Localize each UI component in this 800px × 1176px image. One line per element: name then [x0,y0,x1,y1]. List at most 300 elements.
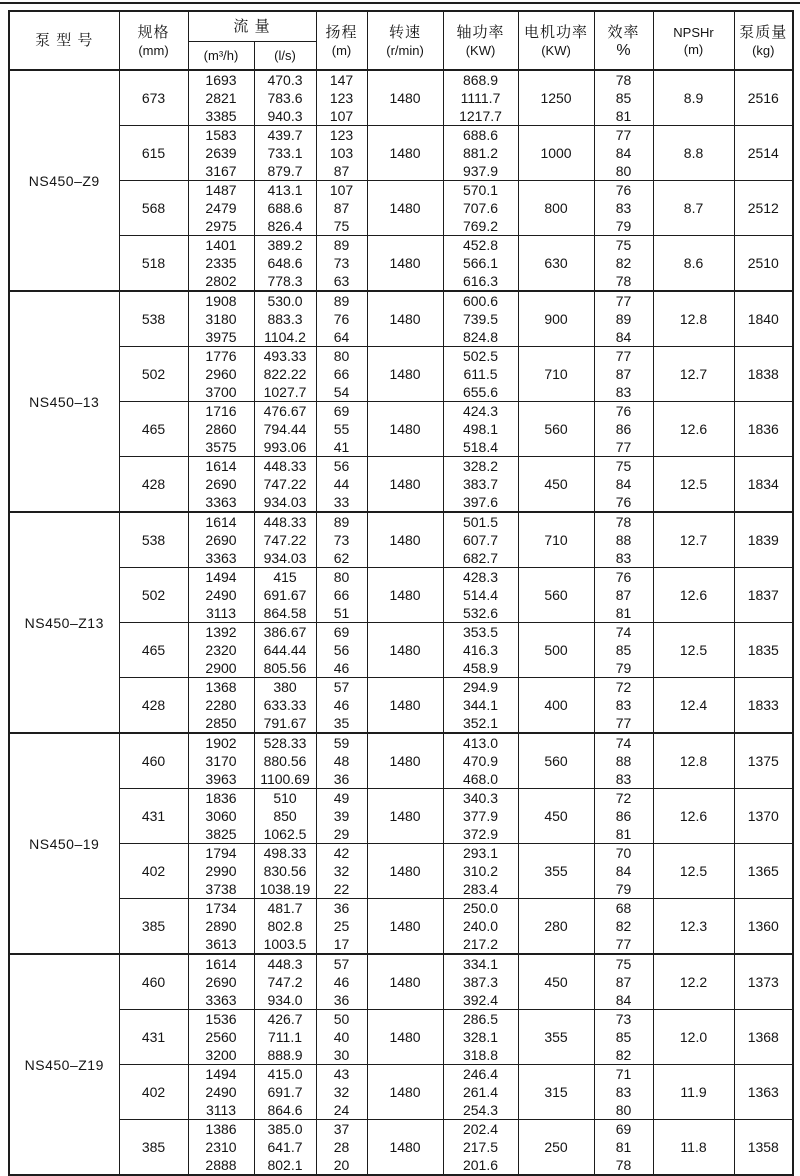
value-line: 1386 [205,1121,237,1137]
header-speed-label: 转速 [389,23,422,41]
head-cell [316,457,367,513]
value-line: 29 [333,826,350,842]
speed-cell: 1480 [367,954,443,1010]
header-speed [367,11,443,70]
value-line: 1401 [205,237,237,253]
value-line: 39 [333,808,350,824]
value-line: 1003.5 [263,936,307,952]
spec-cell: 538 [119,291,188,347]
spec-cell: 502 [119,347,188,402]
value-line: 2888 [205,1157,237,1173]
head-cell [316,70,367,126]
npshr-cell: 12.0 [653,1010,734,1065]
speed-cell: 1480 [367,568,443,623]
value-line: 74 [615,735,632,751]
value-line: 83 [615,550,632,566]
npshr-cell: 11.8 [653,1120,734,1176]
value-line: 794.44 [263,421,307,437]
flow-ls-cell [254,844,316,899]
value-line: 413.1 [267,182,303,198]
spec-row [9,844,793,899]
value-line: 607.7 [462,532,499,548]
efficiency-cell [594,236,653,292]
flow-ls-cell [254,568,316,623]
value-line: 3363 [205,992,237,1008]
efficiency-cell [594,291,653,347]
efficiency-cell [594,899,653,955]
value-line: 641.7 [267,1139,303,1155]
value-line: 3170 [205,753,237,769]
value-line: 2490 [205,587,237,603]
value-line: 3825 [205,826,237,842]
mass-cell: 1365 [734,844,793,899]
head-cell [316,1010,367,1065]
value-line: 747.22 [263,476,307,492]
value-line: 1536 [205,1011,237,1027]
value-line: 33 [333,494,350,510]
value-line: 1908 [205,293,237,309]
value-line: 82 [615,1047,632,1063]
value-line: 1487 [205,182,237,198]
header-npshr [653,11,734,70]
value-line: 481.7 [267,900,303,916]
value-line: 46 [333,660,350,676]
value-line: 54 [333,384,350,400]
motor-power-cell: 630 [518,236,594,292]
value-line: 3113 [205,1102,237,1118]
motor-power-cell: 900 [518,291,594,347]
value-line: 498.33 [263,845,307,861]
value-line: 1027.7 [263,384,307,400]
header-flow-m3h [188,42,254,71]
value-line: 76 [615,182,632,198]
value-line: 707.6 [462,200,499,216]
value-line: 107 [329,182,354,198]
shaft-power-cell [443,512,518,568]
header-npshr-label: NPSHr [673,24,714,40]
npshr-cell: 8.8 [653,126,734,181]
value-line: 940.3 [267,108,303,124]
spec-row [9,70,793,126]
value-line: 648.6 [267,255,303,271]
flow-ls-cell [254,512,316,568]
flow-ls-cell [254,402,316,457]
value-line: 868.9 [462,72,499,88]
shaft-power-cell [443,1120,518,1176]
value-line: 76 [615,494,632,510]
value-line: 254.3 [462,1102,499,1118]
speed-cell: 1480 [367,1120,443,1176]
motor-power-cell: 710 [518,347,594,402]
flow-m3h-cell [188,954,254,1010]
value-line: 3060 [205,808,237,824]
value-line: 993.06 [263,439,307,455]
value-line: 493.33 [263,348,307,364]
value-line: 747.22 [263,532,307,548]
value-line: 3363 [205,494,237,510]
mass-cell: 2514 [734,126,793,181]
value-line: 25 [333,918,350,934]
motor-power-cell: 560 [518,402,594,457]
value-line: 470.3 [267,72,303,88]
value-line: 3963 [205,771,237,787]
head-cell [316,789,367,844]
spec-row [9,954,793,1010]
flow-ls-cell [254,236,316,292]
value-line: 36 [333,992,350,1008]
flow-m3h-cell [188,291,254,347]
value-line: 600.6 [462,293,499,309]
header-efficiency-unit: % [616,41,631,59]
flow-m3h-cell [188,126,254,181]
flow-ls-cell [254,347,316,402]
value-line: 805.56 [263,660,307,676]
value-line: 616.3 [462,273,499,289]
value-line: 84 [615,863,632,879]
value-line: 2690 [205,476,237,492]
mass-cell: 1834 [734,457,793,513]
shaft-power-cell [443,126,518,181]
value-line: 1217.7 [459,108,502,124]
value-line: 86 [615,421,632,437]
shaft-power-cell [443,181,518,236]
value-line: 802.8 [267,918,303,934]
value-line: 76 [615,569,632,585]
header-model [9,11,119,70]
head-cell [316,844,367,899]
value-line: 2860 [205,421,237,437]
speed-cell: 1480 [367,733,443,789]
value-line: 78 [615,273,632,289]
value-line: 103 [329,145,354,161]
value-line: 1100.69 [260,771,310,787]
value-line: 246.4 [462,1066,499,1082]
shaft-power-cell [443,844,518,899]
motor-power-cell: 400 [518,678,594,734]
value-line: 1494 [205,1066,237,1082]
value-line: 75 [615,956,632,972]
value-line: 476.67 [263,403,307,419]
value-line: 83 [615,384,632,400]
value-line: 84 [615,329,632,345]
flow-ls-cell [254,1010,316,1065]
header-head [316,11,367,70]
header-motor-power-label: 电机功率 [524,23,589,41]
value-line: 566.1 [462,255,499,271]
value-line: 56 [333,458,350,474]
value-line: 830.56 [263,863,307,879]
value-line: 42 [333,845,350,861]
efficiency-cell [594,512,653,568]
value-line: 85 [615,1029,632,1045]
value-line: 2690 [205,974,237,990]
value-line: 888.9 [267,1047,303,1063]
value-line: 37 [333,1121,350,1137]
npshr-cell: 12.8 [653,733,734,789]
head-cell [316,623,367,678]
shaft-power-cell [443,457,518,513]
motor-power-cell: 355 [518,1010,594,1065]
value-line: 46 [333,974,350,990]
efficiency-cell [594,457,653,513]
flow-ls-cell [254,457,316,513]
npshr-cell: 12.6 [653,789,734,844]
speed-cell: 1480 [367,623,443,678]
value-line: 84 [615,476,632,492]
model-cell: NS450–Z9 [9,70,119,291]
npshr-cell: 12.6 [653,402,734,457]
value-line: 85 [615,642,632,658]
npshr-cell: 12.3 [653,899,734,955]
value-line: 77 [615,715,632,731]
efficiency-cell [594,733,653,789]
value-line: 2560 [205,1029,237,1045]
motor-power-cell: 450 [518,954,594,1010]
value-line: 413.0 [462,735,499,751]
spec-row [9,733,793,789]
shaft-power-cell [443,1065,518,1120]
value-line: 82 [615,918,632,934]
header-flow-ls-unit: (l/s) [274,48,296,63]
header-shaft-power [443,11,518,70]
value-line: 1836 [205,790,237,806]
value-line: 385.0 [267,1121,303,1137]
value-line: 50 [333,1011,350,1027]
spec-cell: 502 [119,568,188,623]
value-line: 89 [333,514,350,530]
value-line: 769.2 [462,218,499,234]
value-line: 76 [333,311,350,327]
flow-m3h-cell [188,733,254,789]
value-line: 24 [333,1102,350,1118]
efficiency-cell [594,347,653,402]
value-line: 77 [615,127,632,143]
value-line: 733.1 [267,145,303,161]
pump-spec-table [8,10,794,1176]
mass-cell: 1840 [734,291,793,347]
value-line: 28 [333,1139,350,1155]
spec-row [9,678,793,734]
value-line: 22 [333,881,350,897]
value-line: 783.6 [267,90,303,106]
value-line: 72 [615,790,632,806]
value-line: 72 [615,679,632,695]
value-line: 415.0 [267,1066,303,1082]
mass-cell: 1363 [734,1065,793,1120]
value-line: 63 [333,273,350,289]
shaft-power-cell [443,954,518,1010]
value-line: 934.0 [267,992,303,1008]
value-line: 528.33 [263,735,307,751]
mass-cell: 2512 [734,181,793,236]
value-line: 386.67 [263,624,307,640]
header-motor-power-unit: (KW) [541,42,571,58]
value-line: 217.5 [462,1139,499,1155]
flow-m3h-cell [188,1010,254,1065]
model-cell: NS450–Z13 [9,512,119,733]
flow-ls-cell [254,126,316,181]
npshr-cell: 12.6 [653,568,734,623]
value-line: 81 [615,1139,632,1155]
value-line: 1038.19 [259,881,311,897]
value-line: 880.56 [263,753,307,769]
value-line: 73 [333,532,350,548]
value-line: 826.4 [267,218,303,234]
header-flow-label: 流 量 [233,18,271,35]
head-cell [316,954,367,1010]
spec-cell: 402 [119,844,188,899]
flow-ls-cell [254,1065,316,1120]
value-line: 688.6 [462,127,499,143]
table-body [9,70,793,1175]
value-line: 64 [333,329,350,345]
value-line: 293.1 [462,845,499,861]
spec-row [9,1120,793,1176]
efficiency-cell [594,1120,653,1176]
npshr-cell: 12.2 [653,954,734,1010]
value-line: 43 [333,1066,350,1082]
flow-m3h-cell [188,181,254,236]
spec-cell: 465 [119,402,188,457]
value-line: 688.6 [267,200,303,216]
flow-ls-cell [254,623,316,678]
speed-cell: 1480 [367,402,443,457]
value-line: 691.7 [267,1084,303,1100]
value-line: 514.4 [462,587,499,603]
shaft-power-cell [443,623,518,678]
mass-cell: 1370 [734,789,793,844]
npshr-cell: 8.7 [653,181,734,236]
value-line: 41 [333,439,350,455]
flow-m3h-cell [188,678,254,734]
spec-row [9,899,793,955]
value-line: 66 [333,587,350,603]
value-line: 69 [333,624,350,640]
speed-cell: 1480 [367,678,443,734]
value-line: 655.6 [462,384,499,400]
header-npshr-unit: (m) [683,41,704,57]
value-line: 1392 [205,624,237,640]
npshr-cell: 12.8 [653,291,734,347]
value-line: 88 [615,532,632,548]
value-line: 416.3 [462,642,499,658]
efficiency-cell [594,678,653,734]
header-spec [119,11,188,70]
value-line: 937.9 [462,163,499,179]
flow-ls-cell [254,181,316,236]
npshr-cell: 12.5 [653,844,734,899]
value-line: 739.5 [462,311,499,327]
speed-cell: 1480 [367,789,443,844]
value-line: 70 [615,845,632,861]
header-shaft-power-unit: (KW) [465,42,496,58]
header-model-label: 泵 型 号 [35,32,94,49]
value-line: 30 [333,1047,350,1063]
value-line: 2690 [205,532,237,548]
motor-power-cell: 710 [518,512,594,568]
value-line: 3575 [205,439,237,455]
header-mass [734,11,793,70]
value-line: 633.33 [263,697,307,713]
speed-cell: 1480 [367,347,443,402]
head-cell [316,512,367,568]
flow-m3h-cell [188,1065,254,1120]
value-line: 3113 [205,605,237,621]
mass-cell: 1358 [734,1120,793,1176]
efficiency-cell [594,1010,653,1065]
value-line: 334.1 [462,956,499,972]
mass-cell: 1373 [734,954,793,1010]
value-line: 77 [615,348,632,364]
flow-ls-cell [254,789,316,844]
value-line: 570.1 [462,182,499,198]
npshr-cell: 12.7 [653,347,734,402]
value-line: 87 [615,366,632,382]
value-line: 934.03 [263,494,307,510]
flow-m3h-cell [188,789,254,844]
model-cell: NS450–Z19 [9,954,119,1175]
value-line: 502.5 [462,348,499,364]
efficiency-cell [594,126,653,181]
value-line: 1776 [205,348,237,364]
value-line: 80 [333,569,350,585]
value-line: 879.7 [267,163,303,179]
value-line: 448.3 [267,956,303,972]
shaft-power-cell [443,347,518,402]
value-line: 328.1 [462,1029,499,1045]
value-line: 250.0 [462,900,499,916]
value-line: 2960 [205,366,237,382]
mass-cell: 2516 [734,70,793,126]
value-line: 1716 [205,403,237,419]
value-line: 1111.7 [460,90,501,106]
header-shaft-power-label: 轴功率 [456,23,505,41]
shaft-power-cell [443,568,518,623]
value-line: 3180 [205,311,237,327]
motor-power-cell: 280 [518,899,594,955]
value-line: 3613 [205,936,237,952]
value-line: 532.6 [462,605,499,621]
value-line: 2490 [205,1084,237,1100]
value-line: 294.9 [462,679,499,695]
value-line: 352.1 [462,715,499,731]
value-line: 78 [615,72,632,88]
value-line: 340.3 [462,790,499,806]
spec-cell: 428 [119,457,188,513]
motor-power-cell: 1000 [518,126,594,181]
value-line: 426.7 [267,1011,303,1027]
value-line: 644.44 [263,642,307,658]
mass-cell: 1838 [734,347,793,402]
flow-m3h-cell [188,568,254,623]
efficiency-cell [594,181,653,236]
mass-cell: 1360 [734,899,793,955]
npshr-cell: 11.9 [653,1065,734,1120]
header-flow-ls [254,42,316,71]
value-line: 424.3 [462,403,499,419]
value-line: 747.2 [267,974,303,990]
value-line: 32 [333,1084,350,1100]
head-cell [316,568,367,623]
top-rule [0,2,800,4]
value-line: 55 [333,421,350,437]
value-line: 934.03 [263,550,307,566]
value-line: 2639 [205,145,237,161]
value-line: 778.3 [267,273,303,289]
model-cell: NS450–13 [9,291,119,512]
model-cell: NS450–19 [9,733,119,954]
value-line: 79 [615,660,632,676]
